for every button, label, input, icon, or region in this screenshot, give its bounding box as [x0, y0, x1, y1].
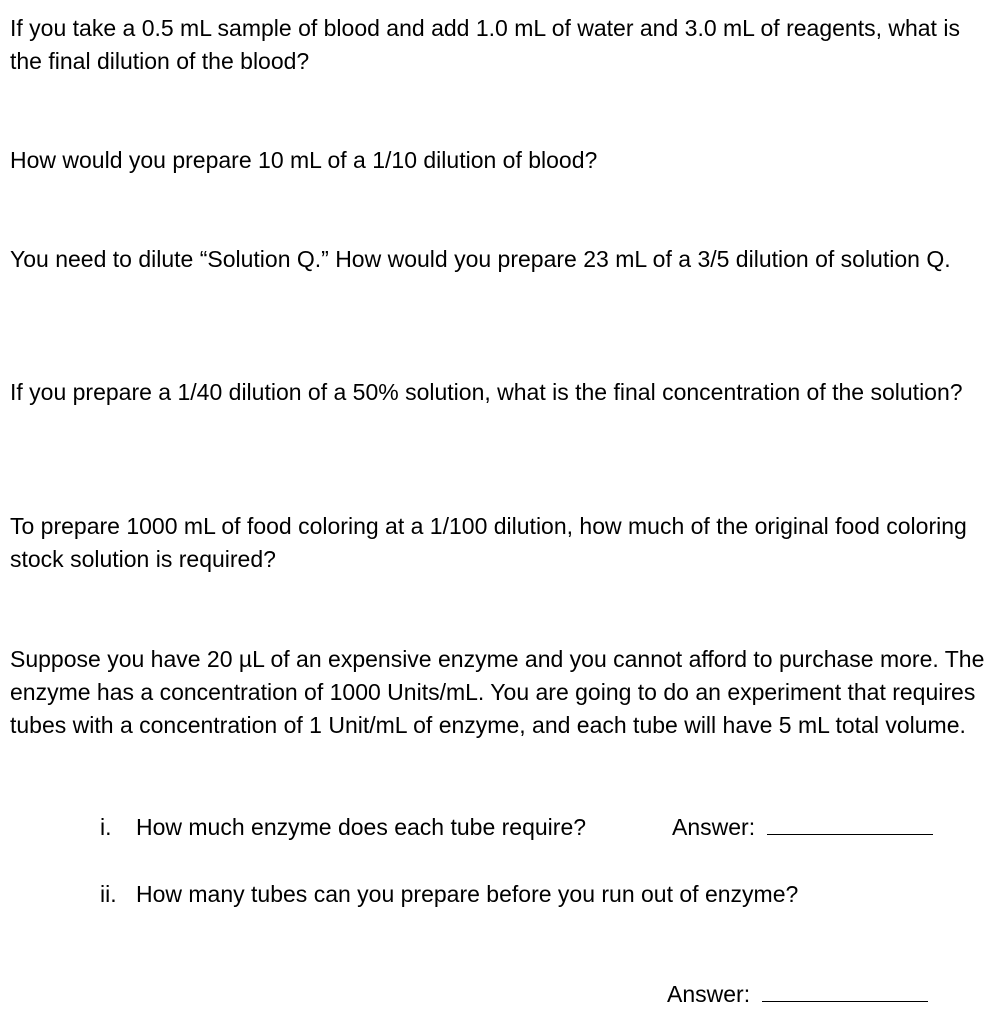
subquestion-i: [100, 811, 586, 844]
answer-1: [672, 811, 933, 844]
question-6: Suppose you have 20 µL of an expensive enzyme and you cannot afford to purchase more. The enzyme has a concentration of 1000 Units/mL. You are going to do an experiment that requires tubes with a concentration of 1 Unit/mL of enzyme, and each tube will have 5 mL total volume.: [10, 646, 985, 738]
answer-2-blank[interactable]: [762, 979, 928, 1002]
subquestion-i-number: i.: [100, 814, 112, 840]
answer-1-label: Answer:: [672, 814, 756, 840]
question-2: How would you prepare 10 mL of a 1/10 dilution of blood?: [10, 147, 598, 173]
subquestion-i-text: How much enzyme does each tube require?: [136, 814, 587, 840]
question-5: To prepare 1000 mL of food coloring at a 1/100 dilution, how much of the original food coloring stock solution is required?: [10, 513, 967, 572]
subquestion-ii: [100, 878, 798, 911]
subquestion-ii-text: How many tubes can you prepare before you run out of enzyme?: [136, 881, 799, 907]
question-4: If you prepare a 1/40 dilution of a 50% solution, what is the final concentration of the solution?: [10, 379, 963, 405]
answer-1-blank[interactable]: [767, 812, 933, 835]
question-1: If you take a 0.5 mL sample of blood and add 1.0 mL of water and 3.0 mL of reagents, what is the final dilution of the blood?: [10, 15, 960, 74]
answer-2: [667, 978, 928, 1011]
subquestion-ii-number: ii.: [100, 881, 117, 907]
answer-2-label: Answer:: [667, 981, 751, 1007]
question-3: You need to dilute “Solution Q.” How would you prepare 23 mL of a 3/5 dilution of solution Q.: [10, 246, 951, 272]
